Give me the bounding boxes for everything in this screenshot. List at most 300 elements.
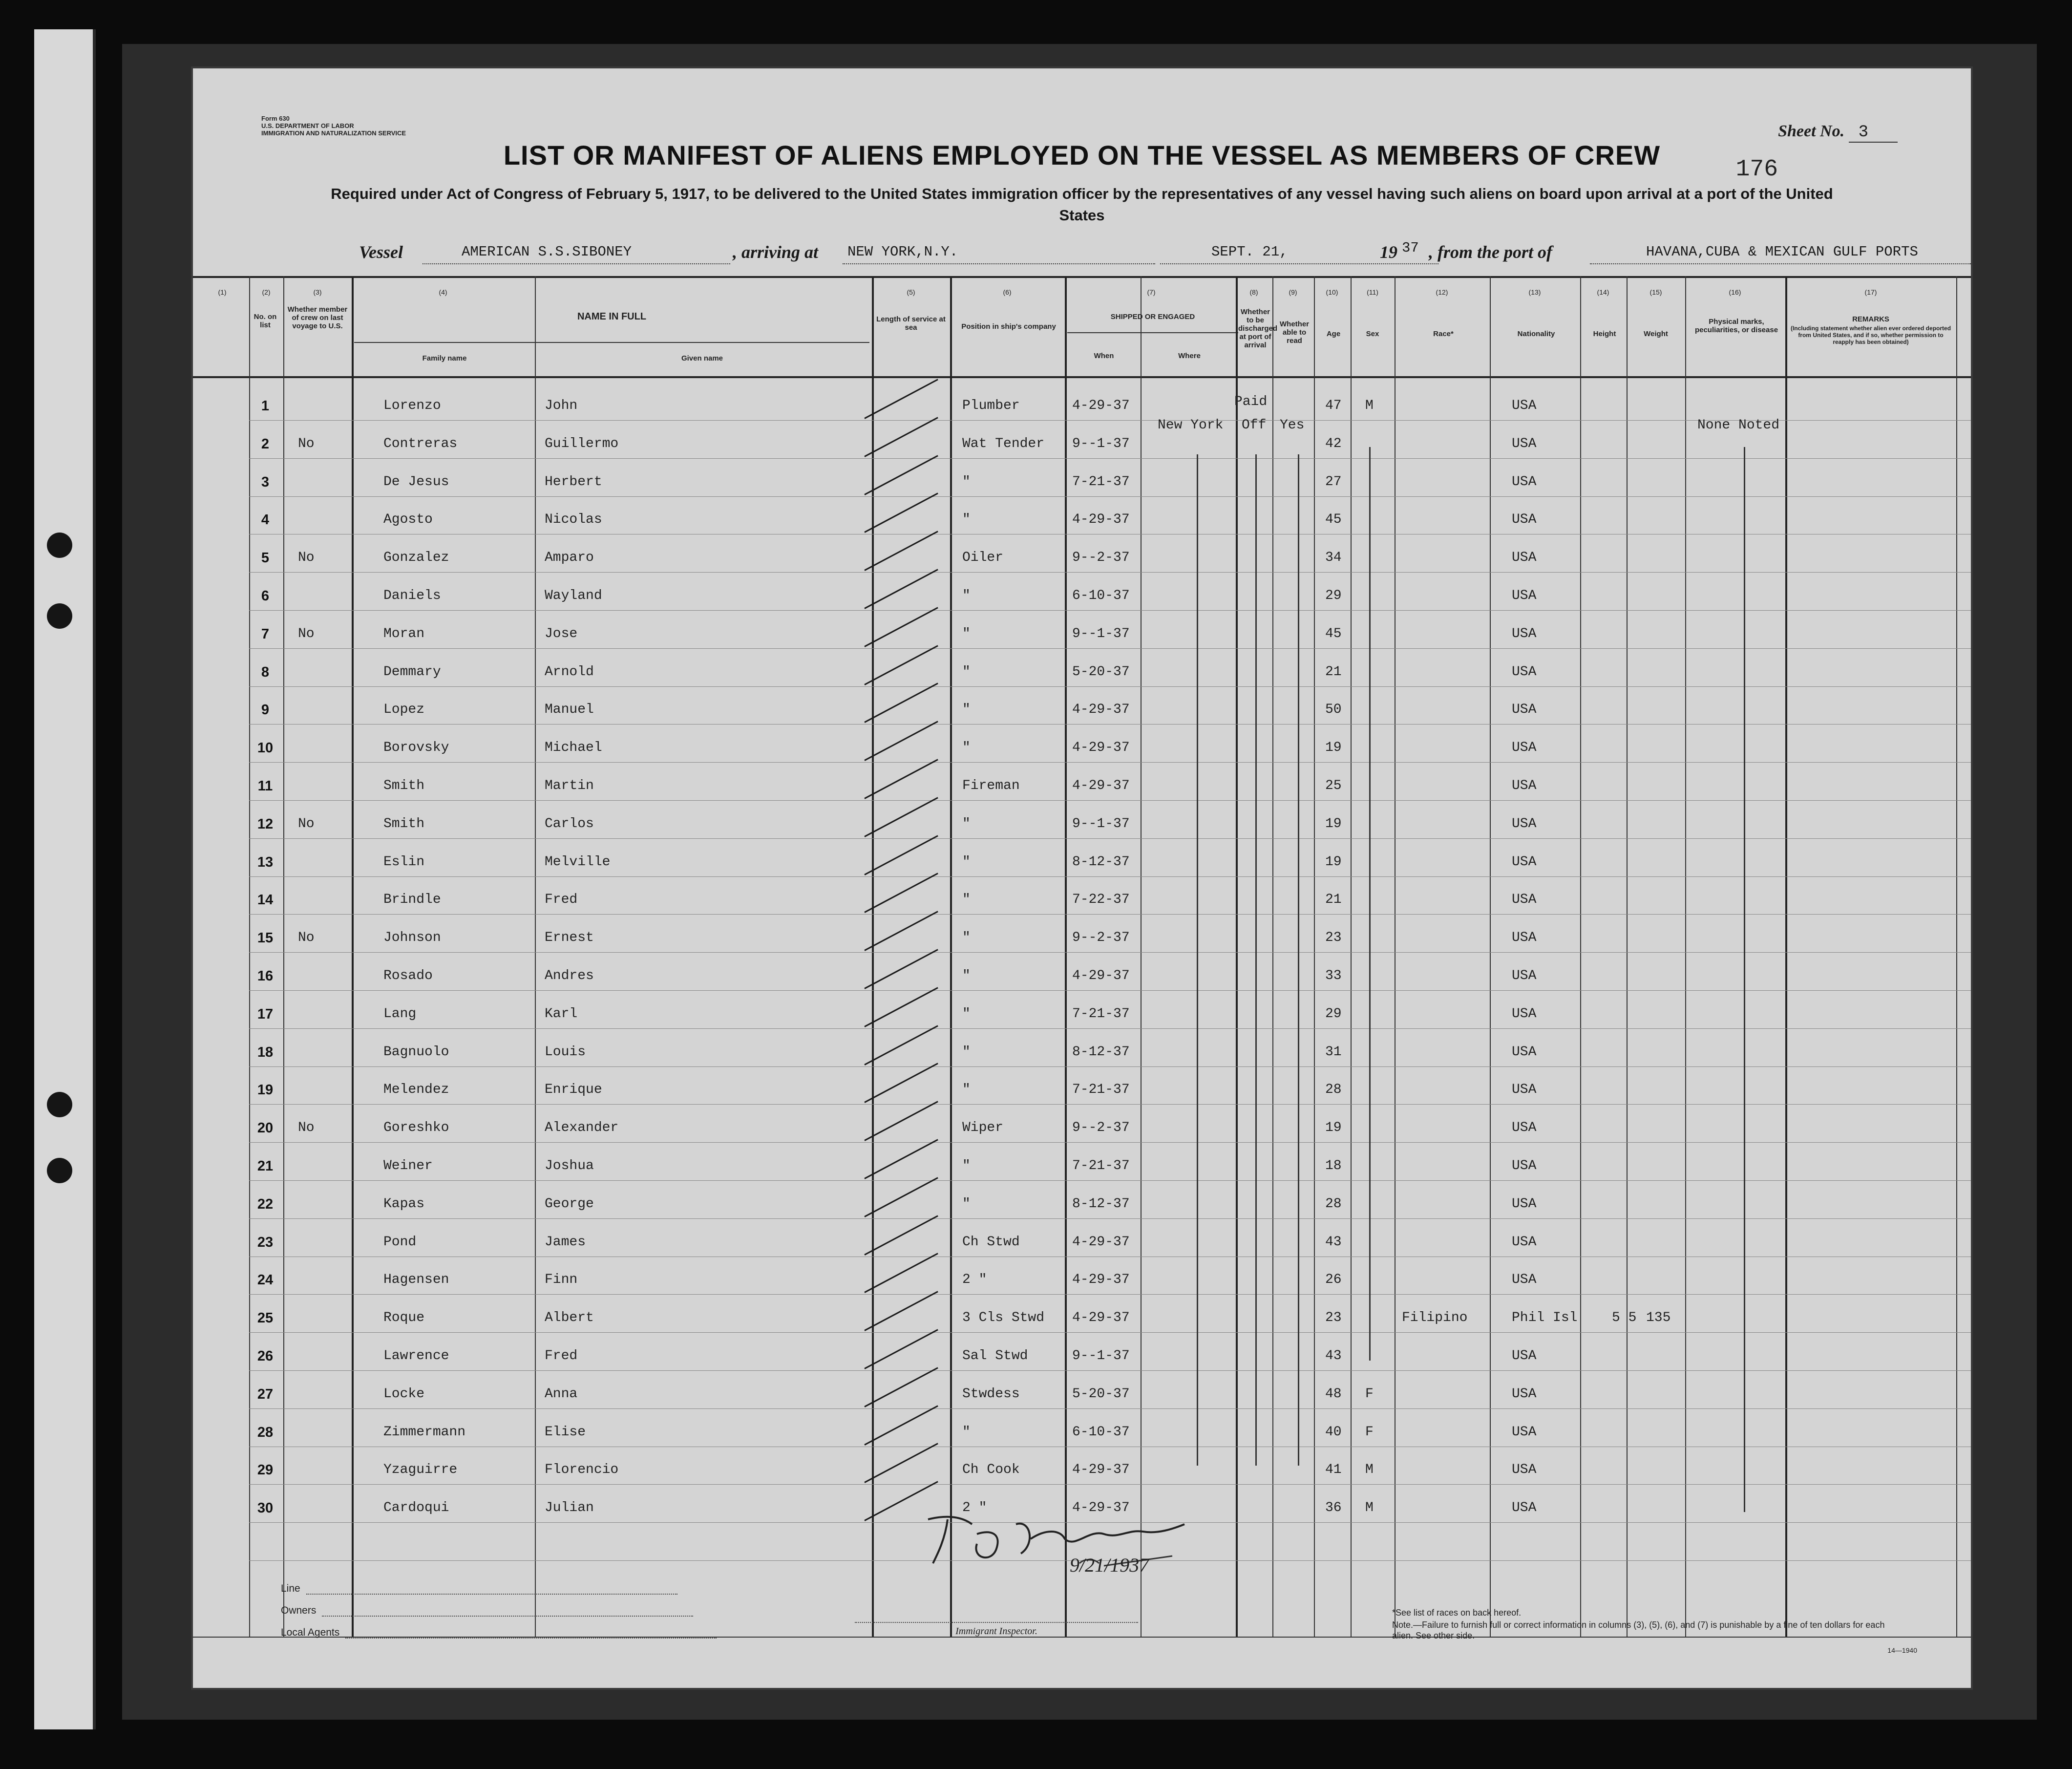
cell-nat: USA bbox=[1512, 1158, 1537, 1173]
cell-family: Lang bbox=[383, 1006, 417, 1022]
row-number: 20 bbox=[257, 1120, 274, 1136]
cell-given: Guillermo bbox=[545, 436, 619, 451]
owners-field: Owners bbox=[281, 1605, 693, 1617]
cell-when: 9--1-37 bbox=[1072, 436, 1130, 451]
col-head-shipped: SHIPPED OR ENGAGED bbox=[1110, 313, 1195, 321]
cell-family: Goreshko bbox=[383, 1120, 449, 1136]
cell-given: Joshua bbox=[545, 1158, 594, 1173]
row-number: 18 bbox=[257, 1044, 274, 1060]
row-rule bbox=[249, 496, 1971, 497]
row-number: 5 bbox=[261, 550, 270, 566]
cell-position: " bbox=[962, 664, 971, 680]
cell-position: Plumber bbox=[962, 398, 1020, 413]
arrival-port: NEW YORK,N.Y. bbox=[847, 244, 958, 260]
cell-when: 8-12-37 bbox=[1072, 1044, 1130, 1060]
cell-age: 40 bbox=[1325, 1424, 1342, 1440]
cell-position: " bbox=[962, 854, 971, 870]
column-number: (13) bbox=[1528, 288, 1541, 296]
cell-nat: USA bbox=[1512, 1348, 1537, 1364]
cell-nat: USA bbox=[1512, 1120, 1537, 1136]
cell-when: 7-21-37 bbox=[1072, 1158, 1130, 1173]
cell-family: Rosado bbox=[383, 968, 433, 983]
punch-hole bbox=[47, 603, 72, 629]
row-number: 15 bbox=[257, 930, 274, 946]
col-head-age: Age bbox=[1326, 330, 1341, 338]
cell-given: Florencio bbox=[545, 1462, 619, 1478]
cell-position: " bbox=[962, 816, 971, 831]
cell-position: " bbox=[962, 512, 971, 528]
cell-nat: USA bbox=[1512, 1082, 1537, 1098]
vessel-label: Vessel bbox=[359, 242, 403, 262]
column-rule bbox=[1627, 276, 1628, 1637]
able-read-value: Yes bbox=[1280, 418, 1305, 433]
cell-position: Fireman bbox=[962, 778, 1020, 793]
column-number: (14) bbox=[1597, 288, 1609, 296]
cell-position: Oiler bbox=[962, 550, 1004, 566]
row-number: 9 bbox=[261, 702, 270, 718]
row-rule bbox=[249, 800, 1971, 801]
cell-sex: F bbox=[1365, 1386, 1374, 1402]
line-field: Line bbox=[281, 1583, 677, 1595]
cell-height: 5 5 bbox=[1612, 1310, 1637, 1326]
cell-family: Hagensen bbox=[383, 1272, 449, 1288]
cell-position: Wiper bbox=[962, 1120, 1004, 1136]
column-rule bbox=[1065, 276, 1067, 1637]
inspector-label: Immigrant Inspector. bbox=[855, 1622, 1138, 1637]
row-rule bbox=[249, 1142, 1971, 1143]
column-number: (16) bbox=[1729, 288, 1741, 296]
cell-position: 3 Cls Stwd bbox=[962, 1310, 1045, 1326]
cell-family: Weiner bbox=[383, 1158, 433, 1173]
cell-family: Lorenzo bbox=[383, 398, 441, 413]
cell-member: No bbox=[298, 1120, 315, 1136]
cell-family: Roque bbox=[383, 1310, 425, 1326]
cell-position: " bbox=[962, 1082, 971, 1098]
cell-given: Enrique bbox=[545, 1082, 602, 1098]
row-number: 27 bbox=[257, 1386, 274, 1402]
col-head-nationality: Nationality bbox=[1517, 330, 1555, 338]
cell-position: Wat Tender bbox=[962, 436, 1045, 451]
vessel-name: AMERICAN S.S.SIBONEY bbox=[462, 244, 632, 260]
cell-nat: USA bbox=[1512, 664, 1537, 680]
cell-given: Finn bbox=[545, 1272, 578, 1288]
cell-position: " bbox=[962, 892, 971, 908]
cell-nat: USA bbox=[1512, 1272, 1537, 1288]
cell-age: 47 bbox=[1325, 398, 1342, 413]
cell-position: " bbox=[962, 930, 971, 946]
cell-age: 26 bbox=[1325, 1272, 1342, 1288]
cell-age: 33 bbox=[1325, 968, 1342, 983]
cell-nat: USA bbox=[1512, 398, 1537, 413]
ditto-line bbox=[1369, 447, 1371, 1361]
punch-hole bbox=[47, 533, 72, 558]
row-number: 7 bbox=[261, 626, 270, 642]
cell-when: 7-22-37 bbox=[1072, 892, 1130, 908]
cell-nat: USA bbox=[1512, 436, 1537, 451]
cell-age: 23 bbox=[1325, 930, 1342, 946]
row-number: 8 bbox=[261, 664, 270, 680]
column-rule bbox=[1141, 276, 1142, 1637]
row-number: 13 bbox=[257, 854, 274, 870]
cell-age: 29 bbox=[1325, 1006, 1342, 1022]
row-number: 4 bbox=[261, 512, 270, 528]
col-head-remarks: REMARKS bbox=[1852, 315, 1889, 323]
cell-position: " bbox=[962, 1044, 971, 1060]
row-number: 10 bbox=[257, 740, 274, 756]
cell-age: 29 bbox=[1325, 588, 1342, 603]
agents-field: Local Agents bbox=[281, 1627, 717, 1639]
cell-age: 19 bbox=[1325, 1120, 1342, 1136]
cell-when: 9--1-37 bbox=[1072, 626, 1130, 641]
row-rule bbox=[249, 1370, 1971, 1371]
cell-age: 45 bbox=[1325, 512, 1342, 528]
row-number: 2 bbox=[261, 436, 270, 452]
row-number: 24 bbox=[257, 1272, 274, 1288]
cell-position: " bbox=[962, 1424, 971, 1440]
cell-family: Gonzalez bbox=[383, 550, 449, 566]
cell-sex: M bbox=[1365, 1462, 1374, 1478]
cell-family: Eslin bbox=[383, 854, 425, 870]
row-number: 28 bbox=[257, 1424, 274, 1440]
row-rule bbox=[249, 724, 1971, 725]
cell-weight: 135 bbox=[1646, 1310, 1671, 1326]
cell-nat: USA bbox=[1512, 1006, 1537, 1022]
cell-given: John bbox=[545, 398, 578, 413]
cell-when: 8-12-37 bbox=[1072, 854, 1130, 870]
cell-age: 27 bbox=[1325, 474, 1342, 490]
column-rule bbox=[1272, 276, 1273, 1637]
cell-age: 41 bbox=[1325, 1462, 1342, 1478]
cell-given: Anna bbox=[545, 1386, 578, 1402]
cell-nat: USA bbox=[1512, 1424, 1537, 1440]
col-head-read: Whether able to read bbox=[1280, 320, 1309, 345]
cell-age: 48 bbox=[1325, 1386, 1342, 1402]
cell-given: Arnold bbox=[545, 664, 594, 680]
column-number: (12) bbox=[1436, 288, 1448, 296]
cell-age: 42 bbox=[1325, 436, 1342, 451]
cell-given: Ernest bbox=[545, 930, 594, 946]
cell-family: Zimmermann bbox=[383, 1424, 466, 1440]
row-rule bbox=[249, 838, 1971, 839]
cell-nat: USA bbox=[1512, 778, 1537, 793]
cell-family: Bagnuolo bbox=[383, 1044, 449, 1060]
shipped-where: New York bbox=[1158, 418, 1224, 433]
from-port: HAVANA,CUBA & MEXICAN GULF PORTS bbox=[1646, 244, 1918, 260]
cell-nat: USA bbox=[1512, 1234, 1537, 1250]
cell-family: Kapas bbox=[383, 1196, 425, 1212]
cell-when: 4-29-37 bbox=[1072, 1500, 1130, 1516]
col-head-no: No. on list bbox=[254, 313, 277, 329]
cell-when: 4-29-37 bbox=[1072, 1234, 1130, 1250]
col-head-physical: Physical marks, peculiarities, or disease bbox=[1694, 318, 1778, 334]
cell-nat: USA bbox=[1512, 854, 1537, 870]
cell-member: No bbox=[298, 550, 315, 566]
row-number: 29 bbox=[257, 1462, 274, 1478]
column-rule bbox=[1314, 276, 1315, 1637]
col-head-member: Whether member of crew on last voyage to U.S. bbox=[287, 305, 348, 330]
row-rule bbox=[249, 458, 1971, 459]
cell-age: 23 bbox=[1325, 1310, 1342, 1326]
row-number: 30 bbox=[257, 1500, 274, 1516]
cell-given: Michael bbox=[545, 740, 602, 756]
cell-given: Karl bbox=[545, 1006, 578, 1022]
cell-family: Daniels bbox=[383, 588, 441, 603]
cell-sex: F bbox=[1365, 1424, 1374, 1440]
cell-nat: USA bbox=[1512, 1500, 1537, 1516]
cell-age: 21 bbox=[1325, 892, 1342, 908]
row-rule bbox=[249, 1332, 1971, 1333]
row-number: 26 bbox=[257, 1348, 274, 1364]
column-number: (17) bbox=[1864, 288, 1877, 296]
cell-position: " bbox=[962, 740, 971, 756]
cell-age: 31 bbox=[1325, 1044, 1342, 1060]
year-prefix: 19 bbox=[1380, 242, 1397, 262]
cell-when: 4-29-37 bbox=[1072, 702, 1130, 718]
cell-member: No bbox=[298, 626, 315, 641]
cell-given: Jose bbox=[545, 626, 578, 641]
row-number: 19 bbox=[257, 1082, 274, 1098]
col-head-race: Race* bbox=[1433, 330, 1454, 338]
cell-member: No bbox=[298, 436, 315, 451]
row-rule bbox=[249, 572, 1971, 573]
physical-value: None Noted bbox=[1697, 418, 1780, 433]
form-number: Form 630 bbox=[261, 115, 290, 122]
column-number: (3) bbox=[313, 288, 322, 296]
cell-given: Manuel bbox=[545, 702, 594, 718]
cell-nat: USA bbox=[1512, 626, 1537, 641]
form-code: 14—1940 bbox=[1887, 1646, 1917, 1654]
cell-age: 34 bbox=[1325, 550, 1342, 566]
cell-family: Melendez bbox=[383, 1082, 449, 1098]
from-port-label: , from the port of bbox=[1429, 242, 1553, 262]
cell-when: 4-29-37 bbox=[1072, 512, 1130, 528]
column-number: (1) bbox=[218, 288, 227, 296]
column-number: (10) bbox=[1326, 288, 1338, 296]
department-name: U.S. DEPARTMENT OF LABOR bbox=[261, 122, 354, 129]
column-number: (5) bbox=[907, 288, 915, 296]
cell-family: De Jesus bbox=[383, 474, 449, 490]
cell-family: Locke bbox=[383, 1386, 425, 1402]
cell-age: 19 bbox=[1325, 854, 1342, 870]
col-head-length: Length of service at sea bbox=[876, 315, 946, 332]
row-rule bbox=[249, 1218, 1971, 1219]
row-rule bbox=[249, 1484, 1971, 1485]
col-head-given: Given name bbox=[681, 354, 723, 362]
cell-family: Smith bbox=[383, 816, 425, 831]
cell-nat: USA bbox=[1512, 550, 1537, 566]
column-number: (4) bbox=[439, 288, 447, 296]
cell-when: 7-21-37 bbox=[1072, 1006, 1130, 1022]
cell-when: 4-29-37 bbox=[1072, 1462, 1130, 1478]
page-subtitle: Required under Act of Congress of February 5, 1917, to be delivered to the United States immigration officer by the representatives of any vessel having such aliens on board upon arrival at a port of the United States bbox=[331, 185, 1833, 224]
cell-given: Herbert bbox=[545, 474, 602, 490]
cell-given: Melville bbox=[545, 854, 611, 870]
row-rule bbox=[249, 1104, 1971, 1105]
cell-family: Johnson bbox=[383, 930, 441, 946]
cell-given: Wayland bbox=[545, 588, 602, 603]
cell-member: No bbox=[298, 930, 315, 946]
cell-age: 25 bbox=[1325, 778, 1342, 793]
column-rule bbox=[1785, 276, 1787, 1637]
column-rule bbox=[872, 276, 874, 1637]
col-head-where: Where bbox=[1178, 352, 1201, 360]
cell-position: Stwdess bbox=[962, 1386, 1020, 1402]
cell-when: 9--2-37 bbox=[1072, 550, 1130, 566]
cell-when: 7-21-37 bbox=[1072, 474, 1130, 490]
cell-given: Martin bbox=[545, 778, 594, 793]
row-number: 21 bbox=[257, 1158, 274, 1174]
cell-given: Andres bbox=[545, 968, 594, 983]
cell-position: " bbox=[962, 474, 971, 490]
cell-when: 9--2-37 bbox=[1072, 930, 1130, 946]
cell-when: 9--1-37 bbox=[1072, 816, 1130, 831]
ditto-line bbox=[1255, 454, 1257, 1466]
cell-family: Lopez bbox=[383, 702, 425, 718]
stamp-number: 176 bbox=[1735, 156, 1778, 183]
cell-age: 36 bbox=[1325, 1500, 1342, 1516]
cell-nat: USA bbox=[1512, 1196, 1537, 1212]
cell-position: Ch Stwd bbox=[962, 1234, 1020, 1250]
manifest-sheet bbox=[193, 68, 1971, 1688]
cell-position: 2 " bbox=[962, 1272, 987, 1288]
column-rule bbox=[1490, 276, 1491, 1637]
cell-sex: M bbox=[1365, 1500, 1374, 1516]
column-number: (2) bbox=[262, 288, 271, 296]
ditto-line bbox=[1298, 454, 1299, 1466]
cell-when: 4-29-37 bbox=[1072, 1272, 1130, 1288]
cell-position: " bbox=[962, 1006, 971, 1022]
races-footnote: *See list of races on back hereof. bbox=[1392, 1608, 1522, 1618]
discharged-value: Off bbox=[1242, 418, 1267, 433]
cell-given: George bbox=[545, 1196, 594, 1212]
cell-nat: USA bbox=[1512, 702, 1537, 718]
cell-nat: USA bbox=[1512, 474, 1537, 490]
cell-family: Lawrence bbox=[383, 1348, 449, 1364]
column-rule bbox=[1580, 276, 1581, 1637]
cell-family: Smith bbox=[383, 778, 425, 793]
cell-nat: Phil Isl bbox=[1512, 1310, 1578, 1326]
row-number: 17 bbox=[257, 1006, 274, 1022]
column-rule bbox=[352, 276, 354, 1637]
cell-when: 4-29-37 bbox=[1072, 968, 1130, 983]
cell-position: " bbox=[962, 1196, 971, 1212]
row-rule bbox=[249, 952, 1971, 953]
arriving-label: , arriving at bbox=[733, 242, 819, 262]
cell-position: Ch Cook bbox=[962, 1462, 1020, 1478]
cell-when: 4-29-37 bbox=[1072, 778, 1130, 793]
service-name: IMMIGRATION AND NATURALIZATION SERVICE bbox=[261, 129, 406, 137]
column-number: (7) bbox=[1147, 288, 1156, 296]
cell-when: 4-29-37 bbox=[1072, 398, 1130, 413]
column-rule bbox=[535, 276, 536, 1637]
cell-family: Agosto bbox=[383, 512, 433, 528]
ditto-line bbox=[1197, 454, 1198, 1466]
column-rule bbox=[1685, 276, 1686, 1637]
col-head-when: When bbox=[1094, 352, 1114, 360]
column-rule bbox=[1236, 276, 1238, 1637]
cell-age: 28 bbox=[1325, 1196, 1342, 1212]
cell-nat: USA bbox=[1512, 588, 1537, 603]
penalty-footnote: Note.—Failure to furnish full or correct information in columns (3), (5), (6), and (7) is punishable by a fine of ten dollars for each alien. See other side. bbox=[1392, 1620, 1885, 1641]
row-number: 22 bbox=[257, 1196, 274, 1212]
cell-when: 6-10-37 bbox=[1072, 1424, 1130, 1440]
cell-given: Elise bbox=[545, 1424, 586, 1440]
cell-nat: USA bbox=[1512, 930, 1537, 946]
cell-age: 19 bbox=[1325, 816, 1342, 831]
row-rule bbox=[249, 1408, 1971, 1409]
cell-position: " bbox=[962, 968, 971, 983]
row-rule bbox=[249, 648, 1971, 649]
punch-hole bbox=[47, 1158, 72, 1183]
cell-age: 50 bbox=[1325, 702, 1342, 718]
cell-nat: USA bbox=[1512, 512, 1537, 528]
col-head-name: NAME IN FULL bbox=[577, 311, 647, 322]
column-number: (8) bbox=[1249, 288, 1258, 296]
column-rule bbox=[1956, 276, 1957, 1637]
cell-position: " bbox=[962, 702, 971, 718]
row-number: 3 bbox=[261, 474, 270, 490]
arrival-date: SEPT. 21, bbox=[1211, 244, 1288, 260]
column-number: (6) bbox=[1003, 288, 1012, 296]
row-number: 6 bbox=[261, 588, 270, 604]
cell-age: 19 bbox=[1325, 740, 1342, 756]
cell-family: Moran bbox=[383, 626, 425, 641]
column-number: (15) bbox=[1649, 288, 1662, 296]
column-rule bbox=[950, 276, 952, 1637]
cell-nat: USA bbox=[1512, 740, 1537, 756]
col-head-position: Position in ship's company bbox=[961, 322, 1056, 331]
col-head-height: Height bbox=[1593, 330, 1616, 338]
cell-when: 5-20-37 bbox=[1072, 1386, 1130, 1402]
cell-family: Pond bbox=[383, 1234, 417, 1250]
cell-given: Fred bbox=[545, 1348, 578, 1364]
signature-date: 9/21/1937 bbox=[1070, 1554, 1149, 1576]
col-head-remarks-note: (Including statement whether alien ever ordered deported from United States, and if so, whether permission to reapply has been obtained) bbox=[1790, 325, 1951, 345]
cell-position: " bbox=[962, 626, 971, 641]
cell-age: 21 bbox=[1325, 664, 1342, 680]
row-rule bbox=[249, 990, 1971, 991]
cell-given: Albert bbox=[545, 1310, 594, 1326]
row-rule bbox=[249, 876, 1971, 877]
cell-age: 43 bbox=[1325, 1234, 1342, 1250]
row-rule bbox=[249, 1028, 1971, 1029]
row-number: 1 bbox=[261, 398, 270, 414]
cell-given: James bbox=[545, 1234, 586, 1250]
cell-nat: USA bbox=[1512, 1462, 1537, 1478]
row-number: 16 bbox=[257, 968, 274, 984]
row-number: 11 bbox=[257, 778, 273, 794]
cell-family: Cardoqui bbox=[383, 1500, 449, 1516]
row-rule bbox=[249, 610, 1971, 611]
cell-when: 7-21-37 bbox=[1072, 1082, 1130, 1098]
column-number: (11) bbox=[1367, 288, 1378, 296]
cell-nat: USA bbox=[1512, 1044, 1537, 1060]
col-head-family: Family name bbox=[422, 354, 467, 362]
cell-given: Alexander bbox=[545, 1120, 619, 1136]
cell-age: 45 bbox=[1325, 626, 1342, 641]
cell-position: " bbox=[962, 1158, 971, 1173]
column-rule bbox=[249, 276, 250, 1637]
row-rule bbox=[249, 1066, 1971, 1067]
col-head-discharged: Whether to be discharged at port of arrival bbox=[1238, 308, 1278, 349]
manifest-table bbox=[193, 68, 1971, 1688]
row-rule bbox=[249, 914, 1971, 915]
cell-nat: USA bbox=[1512, 892, 1537, 908]
cell-given: Nicolas bbox=[545, 512, 602, 528]
column-rule bbox=[283, 276, 284, 1637]
cell-age: 28 bbox=[1325, 1082, 1342, 1098]
cell-sex: M bbox=[1365, 398, 1374, 413]
